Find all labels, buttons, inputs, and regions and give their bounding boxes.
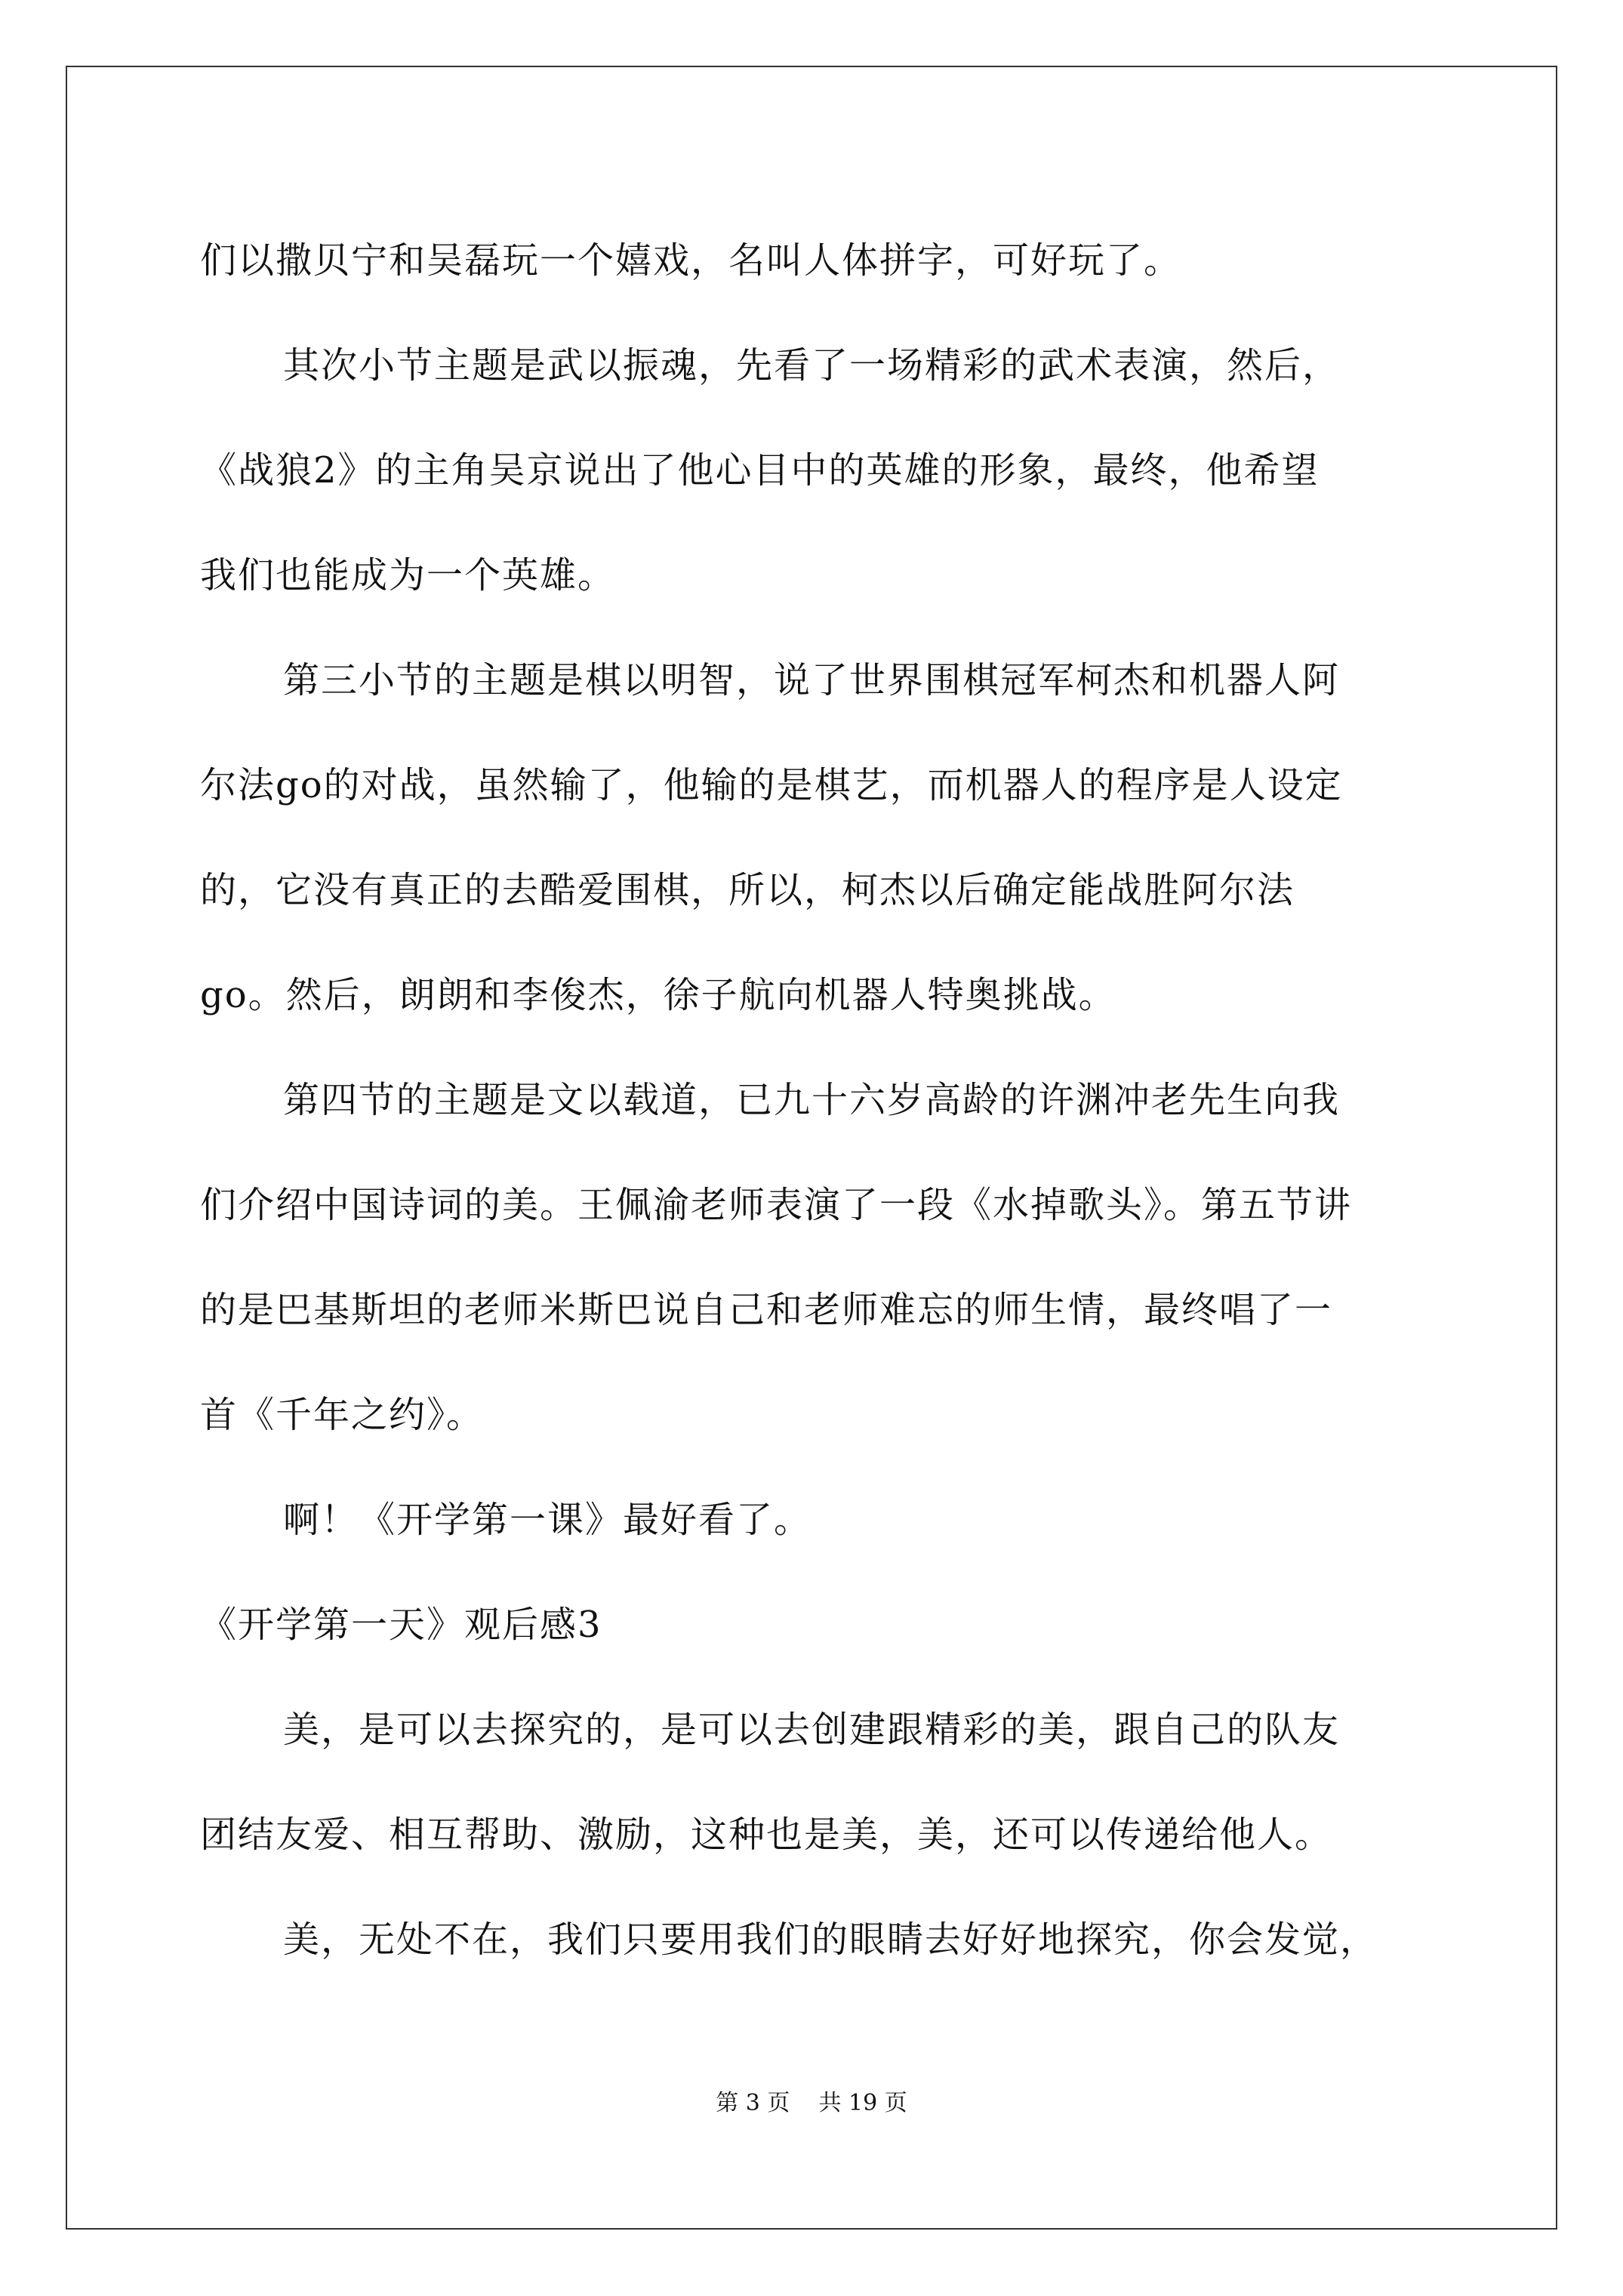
paragraph-line: 美，是可以去探究的，是可以去创建跟精彩的美，跟自己的队友 — [283, 1709, 1341, 1751]
paragraph-line: 《战狼2》的主角吴京说出了他心目中的英雄的形象，最终，他希望 — [200, 449, 1320, 492]
paragraph-line: 的是巴基斯坦的老师米斯巴说自己和老师难忘的师生情，最终唱了一 — [200, 1289, 1333, 1331]
paragraph-line: go。然后，朗朗和李俊杰，徐子航向机器人特奥挑战。 — [200, 974, 1116, 1016]
page-border — [66, 66, 1557, 2230]
paragraph-line: 啊！《开学第一课》最好看了。 — [283, 1499, 812, 1541]
paragraph-line: 美，无处不在，我们只要用我们的眼睛去好好地探究，你会发觉， — [283, 1918, 1378, 1961]
page-number-footer: 第 3 页 共 19 页 — [716, 2090, 907, 2116]
paragraph-line: 第三小节的主题是棋以明智，说了世界围棋冠军柯杰和机器人阿 — [283, 659, 1341, 701]
paragraph-line: 第四节的主题是文以载道，已九十六岁高龄的许渊冲老先生向我 — [283, 1079, 1341, 1121]
paragraph-line: 的，它没有真正的去酷爱围棋，所以，柯杰以后确定能战胜阿尔法 — [200, 869, 1295, 911]
paragraph-line: 我们也能成为一个英雄。 — [200, 554, 616, 596]
paragraph-line: 其次小节主题是武以振魂，先看了一场精彩的武术表演，然后， — [283, 344, 1341, 387]
section-heading: 《开学第一天》观后感3 — [200, 1604, 602, 1646]
paragraph-line: 们以撒贝宁和吴磊玩一个嬉戏，名叫人体拼字，可好玩了。 — [200, 239, 1182, 282]
paragraph-line: 团结友爱、相互帮助、激励，这种也是美，美，还可以传递给他人。 — [200, 1814, 1333, 1856]
paragraph-line: 尔法go的对战，虽然输了，他输的是棋艺，而机器人的程序是人设定 — [200, 764, 1343, 806]
paragraph-line: 们介绍中国诗词的美。王佩渝老师表演了一段《水掉歌头》。第五节讲 — [200, 1184, 1353, 1226]
paragraph-line: 首《千年之约》。 — [200, 1394, 485, 1436]
